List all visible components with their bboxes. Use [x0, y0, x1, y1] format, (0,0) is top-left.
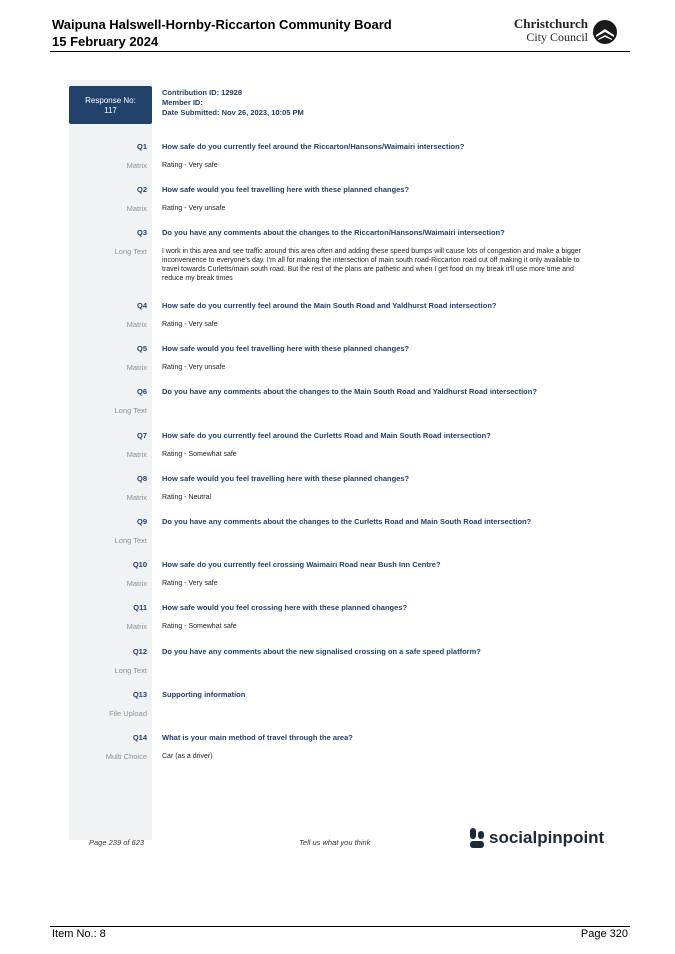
- pinpoint-icon: [470, 828, 484, 848]
- response-number: 117: [104, 106, 117, 115]
- answer-text: Rating - Very safe: [162, 321, 218, 328]
- question-number: Q9: [136, 517, 147, 526]
- answer-text: Rating - Neutral: [162, 494, 212, 501]
- submission-sheet: [69, 80, 606, 865]
- question-text: How safe would you feel travelling here with these planned changes?: [162, 344, 410, 353]
- question-type: Matrix: [126, 161, 147, 170]
- contribution-label: Contribution ID:: [162, 88, 220, 97]
- answer-text: Rating - Very safe: [162, 162, 218, 169]
- meeting-date: 15 February 2024: [52, 34, 159, 49]
- date-submitted: Nov 26, 2023, 10:05 PM: [221, 108, 304, 117]
- inner-page-number: Page 239 of 623: [89, 838, 145, 847]
- question-type: Long Text: [114, 666, 147, 675]
- question-number: Q4: [136, 301, 147, 310]
- question-type: Long Text: [114, 247, 147, 256]
- question-number: Q2: [136, 185, 147, 194]
- question-type: Matrix: [126, 450, 147, 459]
- question-type: Matrix: [126, 204, 147, 213]
- question-text: Do you have any comments about the new signalised crossing on a safe speed platform?: [162, 647, 481, 656]
- question-text: Do you have any comments about the changes to the Riccarton/Hansons/Waimairi intersection?: [162, 228, 505, 237]
- question-type: Multi Choice: [105, 752, 147, 761]
- member-label: Member ID:: [162, 98, 203, 107]
- response-badge: [69, 86, 152, 124]
- question-text: What is your main method of travel through the area?: [162, 733, 353, 742]
- submission-meta: [162, 88, 304, 118]
- question-text: How safe would you feel travelling here with these planned changes?: [162, 185, 410, 194]
- council-emblem-icon: [592, 19, 618, 45]
- page-number: Page 320: [580, 928, 628, 940]
- question-text: How safe would you feel travelling here with these planned changes?: [162, 474, 410, 483]
- question-number: Q7: [136, 431, 147, 440]
- answer-text: Rating - Very safe: [162, 580, 218, 587]
- tagline: Tell us what you think: [299, 838, 371, 847]
- question-type: Long Text: [114, 536, 147, 545]
- question-text: Supporting information: [162, 690, 246, 699]
- answer-text: Rating - Somewhat safe: [162, 623, 237, 630]
- question-number: Q3: [136, 228, 147, 237]
- question-number: Q13: [132, 690, 147, 699]
- logo-line-2: City Council: [526, 30, 588, 44]
- question-number: Q8: [136, 474, 147, 483]
- document-footer: [50, 926, 630, 940]
- answer-text: I work in this area and see traffic around this area often and adding these speed bumps will cause lots of congestion and make a bigger inconvenience to everyone's day. I'm all for making the intersection of main south road-Riccarton road cut off making it only available to travel towards Curletts/main south road. But the rest of the plans are pathetic and when I get food on my break it'll use more time and reduce my break times: [162, 248, 581, 282]
- answer-text: Car (as a driver): [162, 753, 213, 760]
- question-number: Q10: [132, 560, 147, 569]
- answer-text: Rating - Very unsafe: [162, 364, 226, 371]
- response-label: Response No:: [85, 96, 136, 105]
- answer-text: Rating - Somewhat safe: [162, 451, 237, 458]
- question-text: How safe do you currently feel around the Curletts Road and Main South Road intersection?: [162, 431, 491, 440]
- question-text: How safe do you currently feel crossing Waimairi Road near Bush Inn Centre?: [162, 560, 441, 569]
- question-number: Q1: [136, 142, 147, 151]
- question-number: Q11: [133, 603, 147, 612]
- board-title: Waipuna Halswell-Hornby-Riccarton Community Board: [52, 17, 392, 32]
- question-text: How safe would you feel crossing here with these planned changes?: [162, 603, 408, 612]
- answer-text: Rating - Very unsafe: [162, 205, 226, 212]
- question-type: File Upload: [109, 709, 147, 718]
- question-type: Matrix: [126, 363, 147, 372]
- question-text: Do you have any comments about the changes to the Main South Road and Yaldhurst Road intersection?: [162, 387, 537, 396]
- date-label: Date Submitted:: [162, 108, 220, 117]
- question-text: How safe do you currently feel around the Main South Road and Yaldhurst Road intersection?: [162, 301, 497, 310]
- question-number: Q5: [136, 344, 147, 353]
- brand-name: socialpinpoint: [489, 828, 605, 847]
- question-text: How safe do you currently feel around the Riccarton/Hansons/Waimairi intersection?: [162, 142, 465, 151]
- item-number: Item No.: 8: [52, 928, 106, 940]
- document-header: [50, 16, 630, 52]
- question-type: Matrix: [126, 493, 147, 502]
- question-type: Matrix: [126, 622, 147, 631]
- label-column: [69, 80, 152, 840]
- question-number: Q12: [132, 647, 147, 656]
- question-text: Do you have any comments about the changes to the Curletts Road and Main South Road intersection?: [162, 517, 532, 526]
- question-type: Matrix: [126, 579, 147, 588]
- logo-line-1: Christchurch: [513, 16, 588, 31]
- question-type: Long Text: [114, 406, 147, 415]
- question-number: Q14: [132, 733, 147, 742]
- contribution-id: 12928: [221, 88, 243, 97]
- question-number: Q6: [136, 387, 147, 396]
- question-type: Matrix: [126, 320, 147, 329]
